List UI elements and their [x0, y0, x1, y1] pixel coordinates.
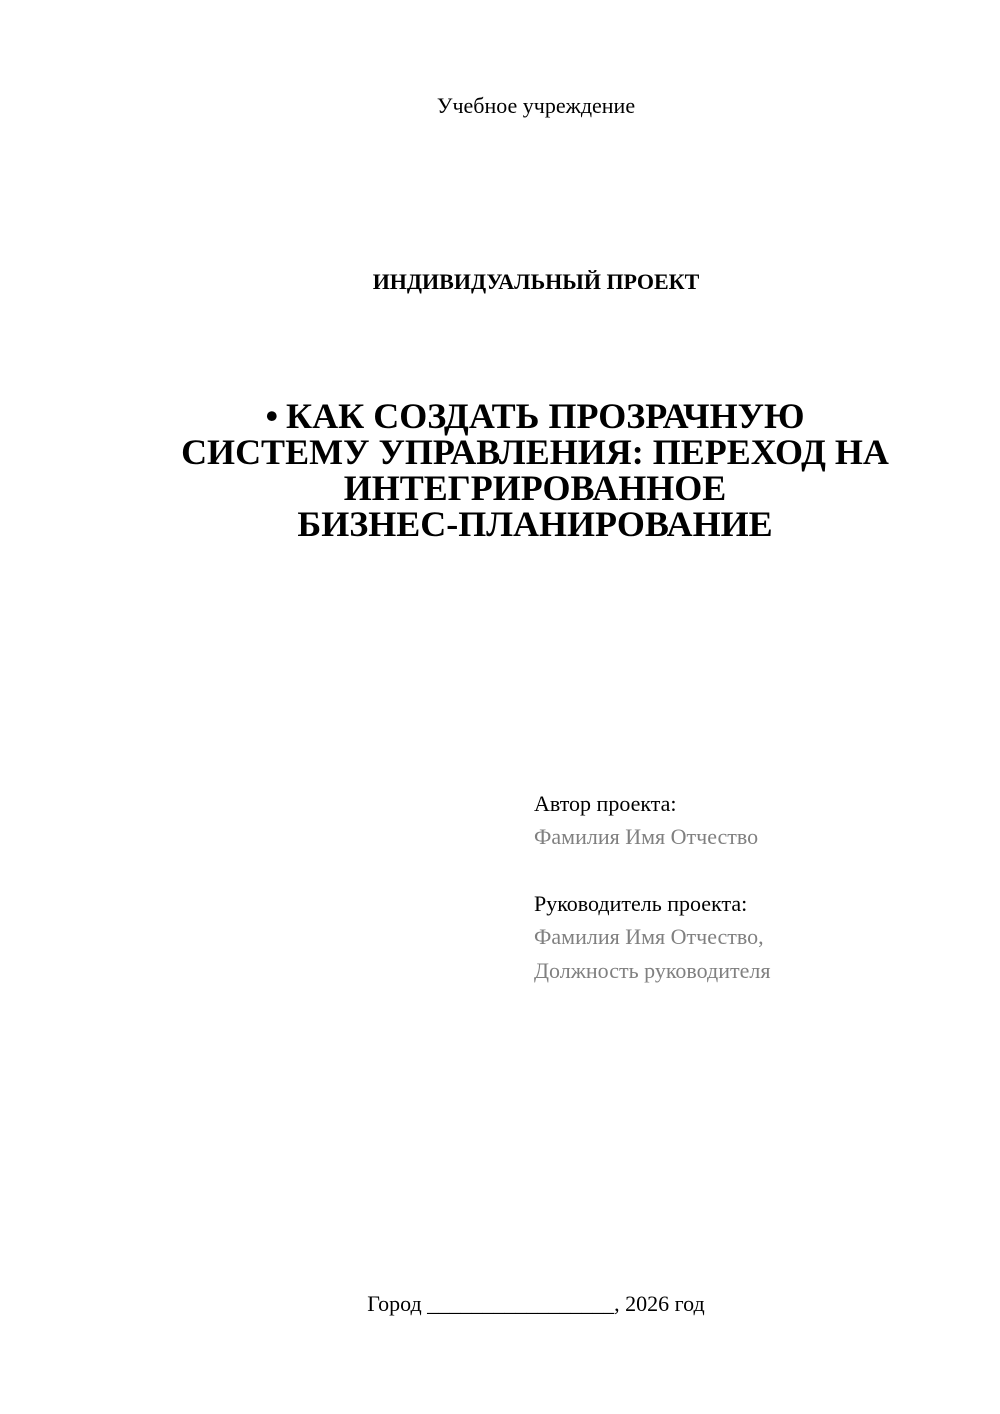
- project-type-heading: ИНДИВИДУАЛЬНЫЙ ПРОЕКТ: [372, 269, 700, 294]
- supervisor-name: Фамилия Имя Отчество,: [534, 924, 764, 949]
- project-title: [130, 398, 940, 542]
- author-block: [534, 788, 974, 854]
- author-label: Автор проекта:: [534, 791, 677, 816]
- city-year-line: Город _________________, 2026 год: [367, 1291, 705, 1316]
- bullet-icon: •: [265, 396, 279, 436]
- project-title-line-1: [130, 398, 940, 434]
- institution-name: Учебное учреждение: [436, 93, 636, 118]
- project-title-line-3: ИНТЕГРИРОВАННОЕ: [343, 468, 727, 508]
- project-title-line-4: БИЗНЕС-ПЛАНИРОВАНИЕ: [297, 504, 773, 544]
- supervisor-block: [534, 888, 974, 988]
- author-name: Фамилия Имя Отчество: [534, 824, 759, 849]
- supervisor-position: Должность руководителя: [534, 958, 771, 983]
- project-title-line-1-text: КАК СОЗДАТЬ ПРОЗРАЧНУЮ: [286, 396, 805, 436]
- credits-block: [534, 788, 974, 988]
- supervisor-label: Руководитель проекта:: [534, 891, 748, 916]
- project-title-line-2: СИСТЕМУ УПРАВЛЕНИЯ: ПЕРЕХОД НА: [181, 432, 889, 472]
